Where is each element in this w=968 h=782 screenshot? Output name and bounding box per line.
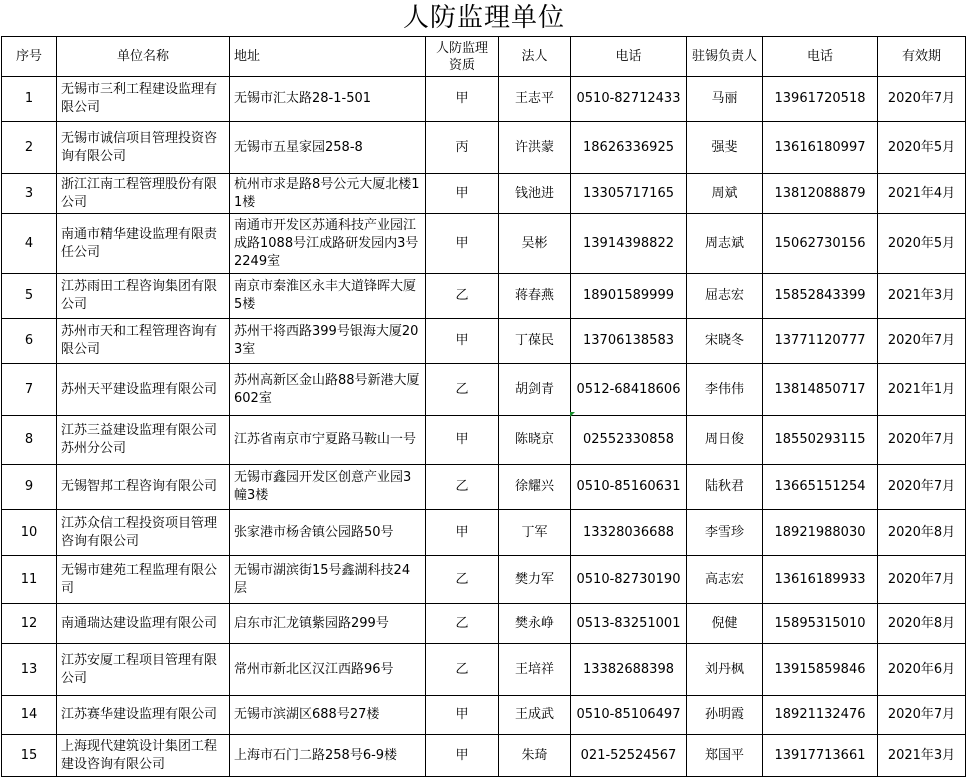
manager-phone-cell[interactable]: 13814850717 [763, 364, 878, 416]
manager-cell[interactable]: 周日俊 [687, 416, 763, 465]
validity-cell[interactable]: 2021年3月 [878, 274, 966, 319]
address-cell[interactable]: 无锡市滨湖区688号27楼 [230, 696, 426, 735]
seq-cell[interactable]: 14 [2, 696, 57, 735]
supervision-units-table [1, 36, 966, 777]
seq-cell[interactable]: 9 [2, 465, 57, 510]
header-row [2, 37, 966, 77]
validity-cell[interactable]: 2021年1月 [878, 364, 966, 416]
qualification-cell[interactable]: 甲 [426, 510, 499, 556]
qualification-cell[interactable]: 乙 [426, 644, 499, 696]
unit-name-cell[interactable]: 江苏三益建设监理有限公司苏州分公司 [57, 416, 230, 465]
address-cell[interactable]: 南通市开发区苏通科技产业园江成路1088号江成路研发园内3号2249室 [230, 214, 426, 274]
manager-phone-cell[interactable]: 15062730156 [763, 214, 878, 274]
manager-cell[interactable]: 李伟伟 [687, 364, 763, 416]
legal-rep-cell[interactable]: 丁葆民 [499, 319, 571, 364]
legal-rep-cell[interactable]: 王培祥 [499, 644, 571, 696]
manager-phone-cell[interactable]: 15895315010 [763, 604, 878, 644]
phone-cell[interactable]: 0513-83251001 [571, 604, 687, 644]
address-cell[interactable]: 杭州市求是路8号公元大厦北楼11楼 [230, 174, 426, 214]
validity-cell[interactable]: 2020年7月 [878, 77, 966, 122]
address-cell[interactable]: 常州市新北区汉江西路96号 [230, 644, 426, 696]
legal-rep-cell[interactable]: 朱琦 [499, 735, 571, 777]
seq-cell[interactable]: 4 [2, 214, 57, 274]
address-cell[interactable]: 江苏省南京市宁夏路马鞍山一号 [230, 416, 426, 465]
phone-cell[interactable]: 13914398822 [571, 214, 687, 274]
table-row [2, 174, 966, 214]
validity-cell[interactable]: 2021年3月 [878, 735, 966, 777]
seq-cell[interactable]: 7 [2, 364, 57, 416]
legal-rep-cell[interactable]: 胡剑青 [499, 364, 571, 416]
unit-name-cell[interactable]: 浙江江南工程管理股份有限公司 [57, 174, 230, 214]
legal-rep-cell[interactable]: 丁军 [499, 510, 571, 556]
seq-cell[interactable]: 8 [2, 416, 57, 465]
legal-rep-cell[interactable]: 樊力军 [499, 556, 571, 604]
unit-name-cell[interactable]: 江苏安厦工程项目管理有限公司 [57, 644, 230, 696]
manager-cell[interactable]: 刘丹枫 [687, 644, 763, 696]
legal-rep-cell[interactable]: 钱池进 [499, 174, 571, 214]
table-row [2, 77, 966, 122]
validity-cell[interactable]: 2020年5月 [878, 122, 966, 174]
manager-phone-cell[interactable]: 13812088879 [763, 174, 878, 214]
phone-cell[interactable]: 18626336925 [571, 122, 687, 174]
unit-name-cell[interactable]: 上海现代建筑设计集团工程建设咨询有限公司 [57, 735, 230, 777]
qualification-cell[interactable]: 乙 [426, 556, 499, 604]
qualification-cell[interactable]: 乙 [426, 364, 499, 416]
seq-cell[interactable]: 2 [2, 122, 57, 174]
table-row [2, 510, 966, 556]
unit-name-cell[interactable]: 苏州市天和工程管理咨询有限公司 [57, 319, 230, 364]
manager-phone-cell[interactable]: 13771120777 [763, 319, 878, 364]
manager-phone-cell[interactable]: 18921988030 [763, 510, 878, 556]
table-row [2, 735, 966, 777]
qualification-cell[interactable]: 甲 [426, 735, 499, 777]
manager-cell[interactable]: 李雪珍 [687, 510, 763, 556]
qualification-cell[interactable]: 甲 [426, 174, 499, 214]
table-row [2, 364, 966, 416]
phone-cell[interactable]: 13305717165 [571, 174, 687, 214]
phone-cell[interactable]: 021-52524567 [571, 735, 687, 777]
phone-cell[interactable]: 0512-68418606 [571, 364, 687, 416]
unit-name-cell[interactable]: 江苏赛华建设监理有限公司 [57, 696, 230, 735]
validity-cell[interactable]: 2020年7月 [878, 416, 966, 465]
qualification-cell[interactable]: 甲 [426, 416, 499, 465]
header-legal-rep[interactable]: 法人 [499, 37, 571, 77]
validity-cell[interactable]: 2020年7月 [878, 319, 966, 364]
address-cell[interactable]: 南京市秦淮区永丰大道锋晖大厦5楼 [230, 274, 426, 319]
table-row [2, 416, 966, 465]
validity-cell[interactable]: 2020年8月 [878, 604, 966, 644]
manager-phone-cell[interactable]: 13917713661 [763, 735, 878, 777]
phone-cell[interactable]: 0510-82730190 [571, 556, 687, 604]
validity-cell[interactable]: 2020年5月 [878, 214, 966, 274]
table-row [2, 274, 966, 319]
table-row [2, 604, 966, 644]
manager-phone-cell[interactable]: 13616180997 [763, 122, 878, 174]
validity-cell[interactable]: 2020年7月 [878, 556, 966, 604]
qualification-cell[interactable]: 甲 [426, 214, 499, 274]
table-row [2, 465, 966, 510]
legal-rep-cell[interactable]: 王成武 [499, 696, 571, 735]
manager-cell[interactable]: 马丽 [687, 77, 763, 122]
unit-name-cell[interactable]: 南通瑞达建设监理有限公司 [57, 604, 230, 644]
header-validity[interactable]: 有效期 [878, 37, 966, 77]
sheet-title: 人防监理单位 [402, 3, 565, 33]
cell-comment-marker [570, 412, 575, 417]
table-row [2, 644, 966, 696]
phone-cell[interactable]: 13706138583 [571, 319, 687, 364]
phone-cell[interactable]: 0510-85106497 [571, 696, 687, 735]
unit-name-cell[interactable]: 苏州天平建设监理有限公司 [57, 364, 230, 416]
manager-cell[interactable]: 倪健 [687, 604, 763, 644]
manager-cell[interactable]: 孙明霞 [687, 696, 763, 735]
legal-rep-cell[interactable]: 吴彬 [499, 214, 571, 274]
legal-rep-cell[interactable]: 许洪蒙 [499, 122, 571, 174]
legal-rep-cell[interactable]: 樊永峥 [499, 604, 571, 644]
table-row [2, 214, 966, 274]
header-seq[interactable]: 序号 [2, 37, 57, 77]
manager-cell[interactable]: 郑国平 [687, 735, 763, 777]
table-row [2, 696, 966, 735]
seq-cell[interactable]: 10 [2, 510, 57, 556]
validity-cell[interactable]: 2021年4月 [878, 174, 966, 214]
manager-cell[interactable]: 周志斌 [687, 214, 763, 274]
address-cell[interactable]: 无锡市湖滨街15号鑫湖科技24层 [230, 556, 426, 604]
header-phone[interactable]: 电话 [571, 37, 687, 77]
legal-rep-cell[interactable]: 徐耀兴 [499, 465, 571, 510]
qualification-cell[interactable]: 甲 [426, 77, 499, 122]
seq-cell[interactable]: 15 [2, 735, 57, 777]
unit-name-cell[interactable]: 江苏众信工程投资项目管理咨询有限公司 [57, 510, 230, 556]
manager-cell[interactable]: 屈志宏 [687, 274, 763, 319]
qualification-cell[interactable]: 甲 [426, 319, 499, 364]
table-row [2, 122, 966, 174]
header-address[interactable]: 地址 [230, 37, 426, 77]
qualification-cell[interactable]: 乙 [426, 604, 499, 644]
manager-phone-cell[interactable]: 13665151254 [763, 465, 878, 510]
table-row [2, 319, 966, 364]
address-cell[interactable]: 启东市汇龙镇紫园路299号 [230, 604, 426, 644]
address-cell[interactable]: 无锡市汇太路28-1-501 [230, 77, 426, 122]
manager-phone-cell[interactable]: 18550293115 [763, 416, 878, 465]
manager-phone-cell[interactable]: 13616189933 [763, 556, 878, 604]
phone-cell[interactable]: 18901589999 [571, 274, 687, 319]
manager-cell[interactable]: 宋晓冬 [687, 319, 763, 364]
phone-cell[interactable]: 02552330858 [571, 416, 687, 465]
legal-rep-cell[interactable]: 蒋春燕 [499, 274, 571, 319]
manager-phone-cell[interactable]: 13961720518 [763, 77, 878, 122]
qualification-cell[interactable]: 乙 [426, 465, 499, 510]
header-unit-name[interactable]: 单位名称 [57, 37, 230, 77]
header-qualification[interactable]: 人防监理资质 [426, 37, 499, 77]
address-cell[interactable]: 无锡市五星家园258-8 [230, 122, 426, 174]
seq-cell[interactable]: 11 [2, 556, 57, 604]
legal-rep-cell[interactable]: 陈晓京 [499, 416, 571, 465]
validity-cell[interactable]: 2020年8月 [878, 510, 966, 556]
unit-name-cell[interactable]: 南通市精华建设监理有限责任公司 [57, 214, 230, 274]
manager-cell[interactable]: 高志宏 [687, 556, 763, 604]
manager-phone-cell[interactable]: 18921132476 [763, 696, 878, 735]
header-local-manager[interactable]: 驻锡负责人 [687, 37, 763, 77]
seq-cell[interactable]: 12 [2, 604, 57, 644]
unit-name-cell[interactable]: 江苏雨田工程咨询集团有限公司 [57, 274, 230, 319]
header-manager-phone[interactable]: 电话 [763, 37, 878, 77]
unit-name-cell[interactable]: 无锡市建苑工程监理有限公司 [57, 556, 230, 604]
address-cell[interactable]: 上海市石门二路258号6-9楼 [230, 735, 426, 777]
legal-rep-cell[interactable]: 王志平 [499, 77, 571, 122]
phone-cell[interactable]: 0510-85160631 [571, 465, 687, 510]
manager-cell[interactable]: 强斐 [687, 122, 763, 174]
qualification-cell[interactable]: 丙 [426, 122, 499, 174]
seq-cell[interactable]: 3 [2, 174, 57, 214]
phone-cell[interactable]: 13382688398 [571, 644, 687, 696]
validity-cell[interactable]: 2020年7月 [878, 696, 966, 735]
validity-cell[interactable]: 2020年7月 [878, 465, 966, 510]
phone-cell[interactable]: 0510-82712433 [571, 77, 687, 122]
seq-cell[interactable]: 1 [2, 77, 57, 122]
address-cell[interactable]: 张家港市杨舍镇公园路50号 [230, 510, 426, 556]
manager-cell[interactable]: 周斌 [687, 174, 763, 214]
phone-cell[interactable]: 13328036688 [571, 510, 687, 556]
unit-name-cell[interactable]: 无锡智邦工程咨询有限公司 [57, 465, 230, 510]
address-cell[interactable]: 苏州高新区金山路88号新港大厦602室 [230, 364, 426, 416]
seq-cell[interactable]: 6 [2, 319, 57, 364]
table-row [2, 556, 966, 604]
seq-cell[interactable]: 13 [2, 644, 57, 696]
address-cell[interactable]: 苏州干将西路399号银海大厦203室 [230, 319, 426, 364]
manager-cell[interactable]: 陆秋君 [687, 465, 763, 510]
seq-cell[interactable]: 5 [2, 274, 57, 319]
manager-phone-cell[interactable]: 15852843399 [763, 274, 878, 319]
manager-phone-cell[interactable]: 13915859846 [763, 644, 878, 696]
unit-name-cell[interactable]: 无锡市三利工程建设监理有限公司 [57, 77, 230, 122]
qualification-cell[interactable]: 乙 [426, 274, 499, 319]
qualification-cell[interactable]: 甲 [426, 696, 499, 735]
unit-name-cell[interactable]: 无锡市诚信项目管理投资咨询有限公司 [57, 122, 230, 174]
address-cell[interactable]: 无锡市鑫园开发区创意产业园3幢3楼 [230, 465, 426, 510]
validity-cell[interactable]: 2020年6月 [878, 644, 966, 696]
